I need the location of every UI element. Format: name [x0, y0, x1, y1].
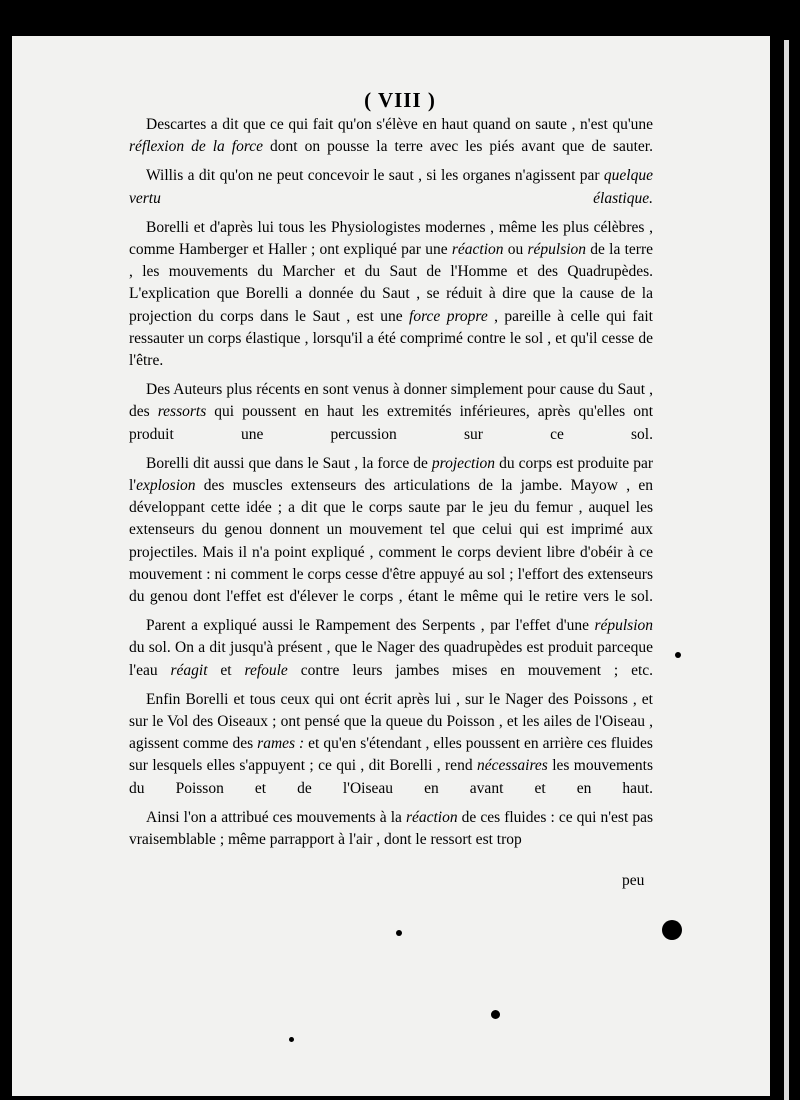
ink-speck	[675, 652, 681, 658]
italic-text: ressorts	[157, 403, 207, 421]
ink-speck	[662, 920, 682, 940]
italic-text: refoule	[244, 661, 288, 679]
text-run: du corps est produite par l'	[129, 454, 653, 495]
italic-text: force propre	[409, 307, 488, 325]
paragraph	[129, 807, 653, 851]
text-run: Descartes a dit que ce qui fait qu'on s'élève en haut quand on saute , n'est qu'une	[146, 116, 653, 133]
italic-text: réaction	[405, 808, 458, 826]
text-run: Des Auteurs plus récents en sont venus à donner simplement pour cause du Saut , des	[129, 381, 653, 421]
text-run: de ces fluides : ce qui n'est pas vraisemblable ; même parrapport à l'air , dont le ressort est trop	[129, 808, 653, 849]
italic-text: réflexion de la force	[129, 138, 264, 156]
ink-speck	[491, 1010, 500, 1019]
text-run: du sol. On a dit jusqu'à présent , que le Nager des quadrupèdes est produit parceque l'eau	[129, 639, 653, 679]
text-run: les mouvements du Poisson et de l'Oiseau en avant et en haut.	[129, 757, 653, 797]
scan-border-top	[0, 0, 800, 38]
text-run: et qu'en s'étendant , elles poussent en arrière ces fluides sur lesquels elles s'appuyent ; ce qui , dit Borelli , rend	[129, 735, 653, 775]
italic-text: répulsion	[527, 241, 587, 259]
text-run: Ainsi l'on a attribué ces mouvements à la	[146, 808, 406, 826]
italic-text: répulsion	[594, 617, 653, 635]
text-run: dont on pousse la terre avec les piés avant que de sauter.	[263, 138, 653, 156]
paragraph	[129, 689, 653, 800]
page-edge-strip	[784, 40, 789, 1100]
italic-text: explosion	[136, 477, 196, 495]
italic-text: quelque vertu élastique.	[129, 167, 653, 207]
catchword: peu	[622, 872, 645, 889]
text-run: ou	[503, 241, 528, 259]
text-run: , pareille à celle qui fait ressauter un corps élastique , lorsqu'il a été comprimé contre le sol , et qu'il cesse de l'être.	[129, 307, 653, 370]
text-run: Borelli dit aussi que dans le Saut , la force de	[146, 454, 432, 472]
italic-text: nécessaires	[476, 757, 548, 775]
text-run: Willis a dit qu'on ne peut concevoir le saut , si les organes n'agissent par	[146, 167, 604, 185]
paragraph	[129, 217, 653, 372]
italic-text: réaction	[451, 241, 504, 259]
text-run: Enfin Borelli et tous ceux qui ont écrit après lui , sur le Nager des Poissons , et sur le Vol des Oiseaux ; ont pensé que la queue du Poisson , et les ailes de l'Oiseau , agissent comme des	[129, 690, 653, 753]
paragraph	[129, 379, 653, 446]
paragraph	[129, 114, 653, 158]
ink-speck	[396, 930, 402, 936]
text-run: de la terre , les mouvements du Marcher et du Saut de l'Homme et des Quadrupèdes. L'explication que Borelli a donnée du Saut , se réduit à dire que la cause de la projection du corps dans le Saut , est une	[129, 241, 654, 325]
text-run: des muscles extenseurs des articulations de la jambe. Mayow , en développant cette idée ; a dit que le corps saute par le jeu du femur , auquel les extenseurs du genou donnent un mouvement tel que celui qui est imprimé aux projectiles. Mais il n'a point expliqué , comment le corps devient libre d'obéir à ce mouvement : ni comment le corps cesse d'être appuyé au sol ; l'effort des extenseurs du genou dont l'effet est d'élever le corps , étant le même qui le retire vers le sol.	[129, 477, 653, 606]
text-run: contre leurs jambes mises en mouvement ; etc.	[287, 661, 654, 679]
paragraph	[129, 453, 653, 608]
text-run: Parent a expliqué aussi le Rampement des Serpents , par l'effet d'une	[146, 617, 595, 635]
italic-text: projection	[431, 454, 496, 472]
ink-speck	[289, 1037, 294, 1042]
page-number-header: ( VIII )	[364, 88, 436, 112]
text-run: et	[207, 661, 245, 679]
text-run: qui poussent en haut les extremités inférieures, après qu'elles ont produit une percussion sur ce sol.	[129, 403, 654, 443]
paragraph	[129, 615, 653, 682]
body-text	[129, 114, 653, 858]
paragraph	[129, 165, 653, 209]
italic-text: rames :	[257, 735, 305, 753]
italic-text: réagit	[170, 661, 208, 679]
text-run: Borelli et d'après lui tous les Physiologistes modernes , même les plus célèbres , comme Hamberger et Haller ; ont expliqué par une	[129, 218, 653, 259]
